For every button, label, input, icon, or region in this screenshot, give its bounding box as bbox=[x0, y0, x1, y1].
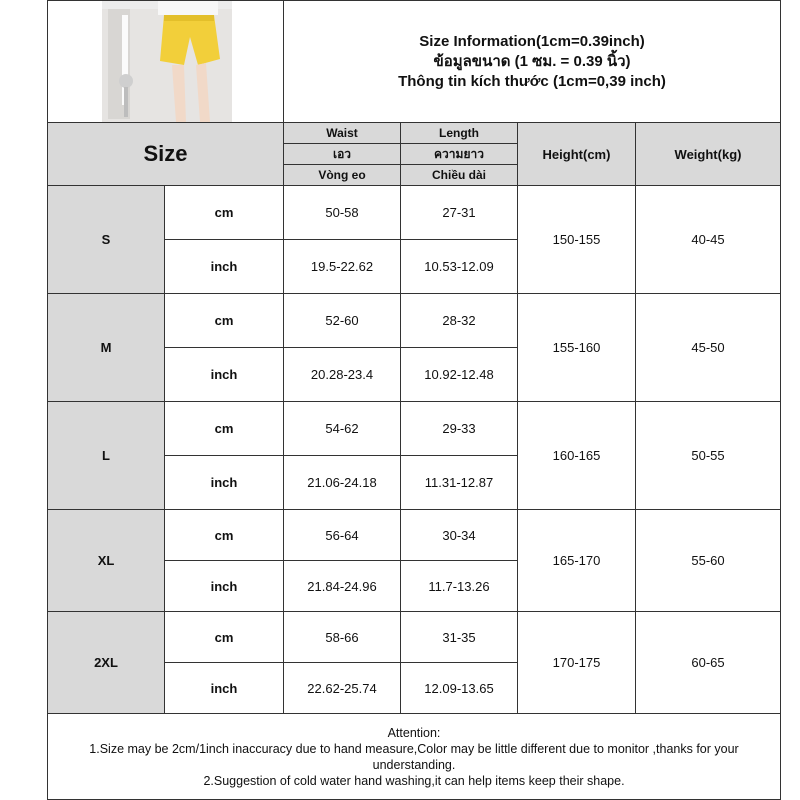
height-column-header: Height(cm) bbox=[518, 123, 636, 186]
length-inch-xl: 11.7-13.26 bbox=[401, 561, 518, 612]
length-inch-l: 11.31-12.87 bbox=[401, 456, 518, 510]
attention-notes bbox=[48, 714, 781, 800]
waist-inch-s: 19.5-22.62 bbox=[284, 240, 401, 294]
unit-cm: cm bbox=[165, 402, 284, 456]
waist-cm-xl: 56-64 bbox=[284, 510, 401, 561]
size-table bbox=[47, 0, 781, 800]
unit-inch: inch bbox=[165, 240, 284, 294]
length-cm-l: 29-33 bbox=[401, 402, 518, 456]
size-label-m: M bbox=[48, 294, 165, 402]
waist-inch-xl: 21.84-24.96 bbox=[284, 561, 401, 612]
attention-line-1: 1.Size may be 2cm/1inch inaccuracy due to hand measure,Color may be little different due to monitor ,thanks for your understanding. bbox=[89, 741, 739, 772]
unit-cm: cm bbox=[165, 294, 284, 348]
size-info-title-th: ข้อมูลขนาด (1 ซม. = 0.39 นิ้ว) bbox=[433, 52, 631, 70]
weight-m: 45-50 bbox=[636, 294, 781, 402]
length-cm-xl: 30-34 bbox=[401, 510, 518, 561]
height-m: 155-160 bbox=[518, 294, 636, 402]
size-label-2xl: 2XL bbox=[48, 612, 165, 714]
waist-inch-2xl: 22.62-25.74 bbox=[284, 663, 401, 714]
size-label-s: S bbox=[48, 186, 165, 294]
weight-xl: 55-60 bbox=[636, 510, 781, 612]
weight-s: 40-45 bbox=[636, 186, 781, 294]
weight-2xl: 60-65 bbox=[636, 612, 781, 714]
size-label-xl: XL bbox=[48, 510, 165, 612]
size-chart-sheet bbox=[47, 0, 780, 800]
length-header-en: Length bbox=[401, 123, 518, 144]
length-inch-m: 10.92-12.48 bbox=[401, 348, 518, 402]
size-info-title-en: Size Information(1cm=0.39inch) bbox=[419, 32, 645, 50]
weight-column-header: Weight(kg) bbox=[636, 123, 781, 186]
unit-inch: inch bbox=[165, 561, 284, 612]
unit-inch: inch bbox=[165, 456, 284, 510]
height-2xl: 170-175 bbox=[518, 612, 636, 714]
weight-l: 50-55 bbox=[636, 402, 781, 510]
waist-inch-l: 21.06-24.18 bbox=[284, 456, 401, 510]
height-l: 160-165 bbox=[518, 402, 636, 510]
length-inch-2xl: 12.09-13.65 bbox=[401, 663, 518, 714]
waist-cm-m: 52-60 bbox=[284, 294, 401, 348]
length-inch-s: 10.53-12.09 bbox=[401, 240, 518, 294]
unit-cm: cm bbox=[165, 186, 284, 240]
size-column-header: Size bbox=[48, 123, 284, 186]
length-cm-s: 27-31 bbox=[401, 186, 518, 240]
length-cm-m: 28-32 bbox=[401, 294, 518, 348]
size-info-title-vi: Thông tin kích thước (1cm=0,39 inch) bbox=[398, 72, 666, 90]
length-header-th: ความยาว bbox=[401, 144, 518, 165]
waist-header-vi: Vòng eo bbox=[284, 165, 401, 186]
waist-inch-m: 20.28-23.4 bbox=[284, 348, 401, 402]
size-label-l: L bbox=[48, 402, 165, 510]
length-cm-2xl: 31-35 bbox=[401, 612, 518, 663]
unit-cm: cm bbox=[165, 510, 284, 561]
height-xl: 165-170 bbox=[518, 510, 636, 612]
attention-heading: Attention: bbox=[387, 725, 441, 740]
height-s: 150-155 bbox=[518, 186, 636, 294]
unit-inch: inch bbox=[165, 348, 284, 402]
waist-header-en: Waist bbox=[284, 123, 401, 144]
waist-header-th: เอว bbox=[284, 144, 401, 165]
waist-cm-2xl: 58-66 bbox=[284, 612, 401, 663]
product-photo bbox=[48, 1, 284, 122]
unit-cm: cm bbox=[165, 612, 284, 663]
waist-cm-s: 50-58 bbox=[284, 186, 401, 240]
attention-line-2: 2.Suggestion of cold water hand washing,it can help items keep their shape. bbox=[203, 773, 625, 788]
header-title-cell bbox=[284, 1, 781, 123]
waist-cm-l: 54-62 bbox=[284, 402, 401, 456]
unit-inch: inch bbox=[165, 663, 284, 714]
product-photo-cell bbox=[48, 1, 284, 123]
length-header-vi: Chiều dài bbox=[401, 165, 518, 186]
